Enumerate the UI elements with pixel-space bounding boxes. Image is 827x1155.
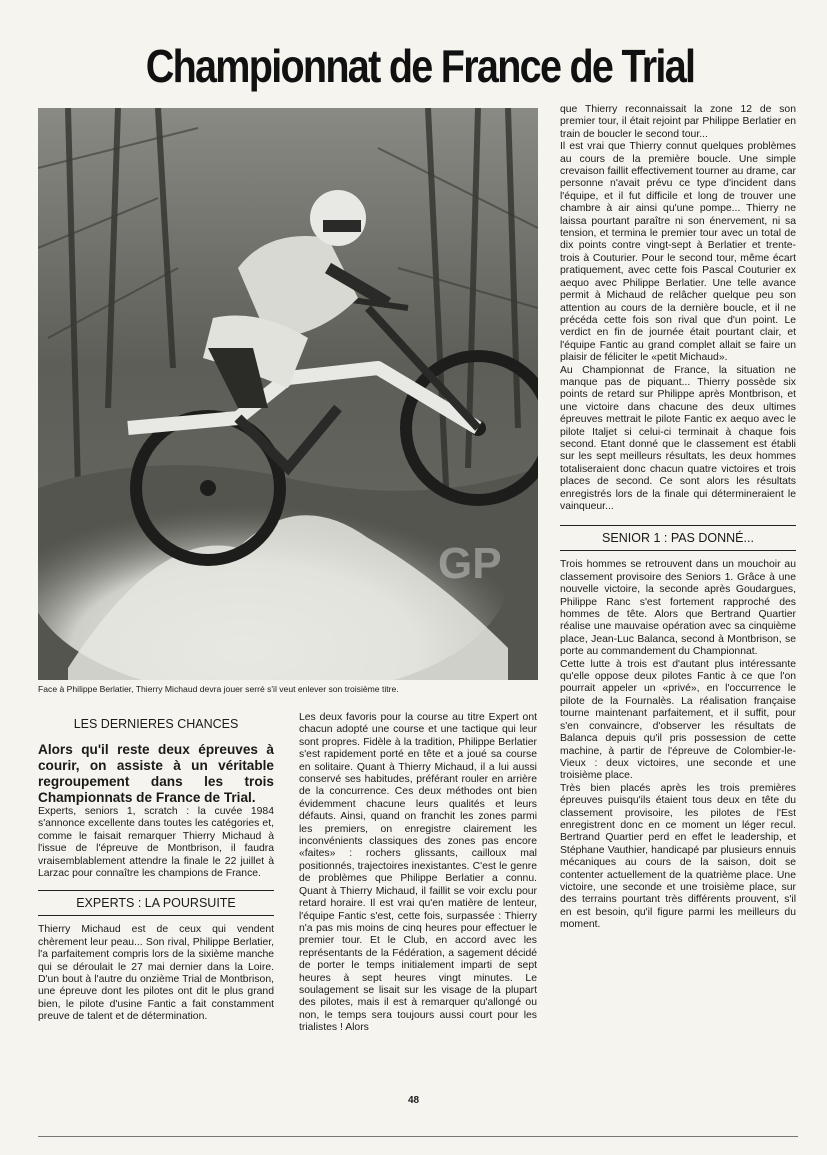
page-number: 48 xyxy=(407,1095,420,1106)
trial-photo xyxy=(38,108,538,680)
column-2 xyxy=(299,712,537,1035)
paragraph: Les deux favoris pour la course au titre Expert ont chacun adopté une course et une tactique qui leur sont propres. Fidèle à la tradition, Philippe Berlatier s'est rapidement porté en tête et a joué sa course en solitaire. Quant à Thierry Michaud, il a lui aussi conservé ses habitudes, préférant rouler en arrière de la concurrence. Ces deux méthodes ont bien évidemment chacune leurs qualités et leurs défauts. Ainsi, quand on franchit les zones parmi les premiers, on enregistre clairement les inconvénients classiques des zones pas encore «faites» : rochers glissants, cailloux mal positionnés, trajectoires inexistantes. C'est le genre de problèmes que Philippe Berlatier a connu. Quant à Thierry Michaud, il faillit se voir exclu pour retard horaire. Il est vrai qu'en matière de lenteur, l'équipe Fantic s'est, cette fois, surpassée : Thierry n'a pas mis moins de cinq heures pour effectuer le premier tour. Et le Club, en accord avec les représentants de la Fédération, a sagement décidé de porter le temps initialement imparti de sept heures à sept heures vingt minutes. Le soulagement se lisait sur les visage de la plupart des pilotes, mais il est à remarquer qu'allongé ou non, le temps sera toujours aussi court pour les trialistes ! Alors xyxy=(299,712,537,1034)
section-heading-dernieres-chances: LES DERNIERES CHANCES xyxy=(73,717,239,731)
paragraph: Au Championnat de France, la situation ne manque pas de piquant... Thierry possède six points de retard sur Philippe après Montbrison, et une victoire dans chacune des deux ultimes épreuves mettrait le pilote Fantic ex aequo avec le pilote Italjet si celui-ci terminait à chaque fois second. Etant donné que le classement est établi sur les sept meilleurs résultats, les deux hommes totaliseraient donc chacun quatre victoires et trois places de second. Ce sont alors les résultats enregistrés lors de la finale qui détermineraient le vainqueur... xyxy=(560,364,796,512)
footer-rule xyxy=(38,1136,798,1137)
paragraph: Il est vrai que Thierry connut quelques problèmes au cours de la première boucle. Une simple crevaison faillit effectivement tourner au drame, car personne n'avait prévu ce type d'incident dans l'équipe, et il fut difficile et long de trouver une chambre à air ainsi qu'une pompe... Thierry ne laissa pourtant paraître ni son énervement, ni sa tension, et termina le premier tour avec un total de dix points contre vingt-sept à Berlatier et trente-trois à Couturier. Pour le second tour, même écart pratiquement, avec cette fois Pascal Couturier ex aequo avec Philippe Berlatier. Une telle avance permit à Michaud de relâcher quelque peu son attention au cours de la dernière boucle, et il ne précéda cette fois son rival que d'un point. Le verdict en fin de journée était pourtant clair, et l'équipe Fantic au grand complet allait se faire un plaisir de féliciter le «petit Michaud». xyxy=(560,141,796,364)
paragraph: Cette lutte à trois est d'autant plus intéressante qu'elle oppose deux pilotes Fantic à ce que l'on pourrait appeler un «privé», en l'occurrence le pilote de la Fournalès. La réalisation française tourne maintenant parfaitement, et il suffit, pour s'en convaincre, d'observer les résultats de Balanca depuis qu'il pris possession de cette machine, à partir de l'épreuve de Colombier-le-Vieux : deux victoires, une seconde et une troisième place. xyxy=(560,658,796,782)
page-title: Championnat de France de Trial xyxy=(145,40,695,92)
motorcycle-rider-image xyxy=(38,108,538,680)
section-heading-senior-1: SENIOR 1 : PAS DONNÉ... xyxy=(560,525,796,551)
column-3 xyxy=(560,104,796,932)
article-lead: Alors qu'il reste deux épreuves à courir, on assiste à un véritable regroupement dans les trois Championnats de France de Trial. xyxy=(38,742,274,805)
paragraph: Experts, seniors 1, scratch : la cuvée 1984 s'annonce excellente dans toutes les catégories et, comme le faisait remarquer Thierry Michaud à l'issue de l'épreuve de Montbrison, il faudra vraisemblablement attendre la finale le 22 juillet à Larzac pour connaître les champions de France. xyxy=(38,806,274,880)
svg-text:GP: GP xyxy=(438,539,502,588)
paragraph: que Thierry reconnaissait la zone 12 de son premier tour, il était rejoint par Philippe Berlatier en train de boucler le second tour... xyxy=(560,104,796,140)
column-1 xyxy=(38,712,274,1024)
paragraph: Thierry Michaud est de ceux qui vendent chèrement leur peau... Son rival, Philippe Berlatier, l'a parfaitement compris lors de la sixième manche qui se déroulait le 27 mai dernier dans la Loire. D'un bout à l'autre du onzième Trial de Montbrison, une épreuve dont les pilotes ont dit le plus grand bien, le pilote d'usine Fantic a fait constamment preuve de talent et de détermination. xyxy=(38,924,274,1023)
photo-caption: Face à Philippe Berlatier, Thierry Michaud devra jouer serré s'il veut enlever son troisième titre. xyxy=(38,684,399,694)
section-heading-experts: EXPERTS : LA POURSUITE xyxy=(38,890,274,916)
paragraph: Trois hommes se retrouvent dans un mouchoir au classement provisoire des Seniors 1. Grâce à une nouvelle victoire, la seconde après Goudargues, Philippe Ranc s'est fortement rapproché des hommes de tête. Alors que Bertrand Quartier réalise une mauvaise opération avec sa cinquième place, Jean-Luc Balanca, second à Montbrison, se porte au commandement du Championnat. xyxy=(560,559,796,658)
paragraph: Très bien placés après les trois premières épreuves puisqu'ils étaient tous deux en tête du classement provisoire, les pilotes de l'Est enregistrent donc en ce moment un léger recul. Bertrand Quartier perd en effet le leadership, et Stéphane Vauthier, handicapé par plusieurs ennuis mécaniques au cours de la saison, doit se contenter actuellement de la quatrième place. Une victoire, une seconde et une troisième place, sur des terrains pourtant très différents prouvent, s'il en est besoin, qu'il figure parmi les meilleurs du moment. xyxy=(560,782,796,931)
